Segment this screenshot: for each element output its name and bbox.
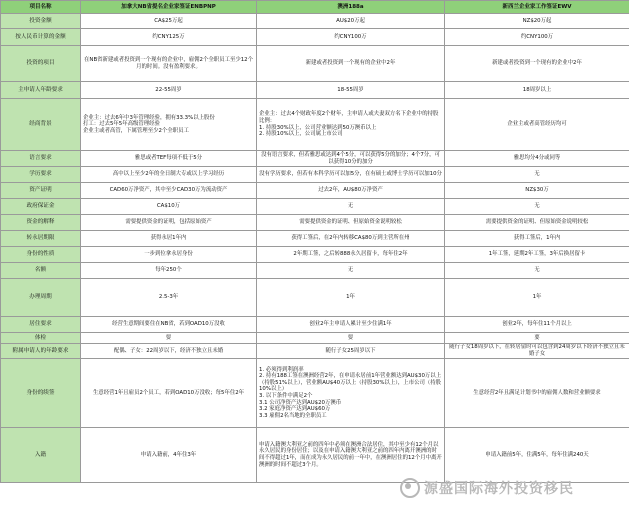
table-cell: 没有学历要求，但若有本科学历可以加5分，在有硕士或博士学历可以加10分 xyxy=(257,167,445,183)
row-label: 学历要求 xyxy=(1,167,81,183)
table-cell: 约CNY125万 xyxy=(81,29,257,46)
table-row xyxy=(1,14,629,29)
row-label: 投资的项目 xyxy=(1,46,81,82)
row-label: 附属申请人的年龄要求 xyxy=(1,344,81,359)
table-row xyxy=(1,317,629,333)
table-cell: 2.5-3年 xyxy=(81,279,257,317)
table-cell: 1. 必须得到利润率 2. 持有188工签在澳洲经营2年，在申请永居前1年营业额达到AU$30万以上（持股51%以上），营业额AU$40万以上（持股30%以上），上市公司（持股10%以上） 3. 以下条件中满足2个 3.1 公司净资产达到AU$20万澳币 3.2 家庭净资产达到AU$60万 3.3 雇佣2名当地的全职员工 xyxy=(257,359,445,428)
table-row xyxy=(1,247,629,263)
table-cell: 申请入籍前，4年住3年 xyxy=(81,428,257,483)
table-row xyxy=(1,199,629,215)
table-row xyxy=(1,167,629,183)
header-cell: 澳洲188a xyxy=(257,1,445,14)
table-row xyxy=(1,29,629,46)
table-cell: 经营生意期间要住在NB省，若到OAD10万没收 xyxy=(81,317,257,333)
table-cell: CA$25万起 xyxy=(81,14,257,29)
table-cell: 雅思或者TEF每项不低于5分 xyxy=(81,151,257,167)
row-label: 名额 xyxy=(1,263,81,279)
table-cell: 配偶、子女：22周岁以下，经济不独立且未婚 xyxy=(81,344,257,359)
table-row xyxy=(1,279,629,317)
row-label: 主申请人年龄要求 xyxy=(1,82,81,99)
table-cell: 每年250个 xyxy=(81,263,257,279)
table-cell: 一步到位拿永居身份 xyxy=(81,247,257,263)
table-row xyxy=(1,82,629,99)
header-cell: 新西兰企业家工作签证EWV xyxy=(445,1,629,14)
row-label: 身份的续签 xyxy=(1,359,81,428)
table-cell: 随行子女18周岁以下，在转居留时可以包含到24周岁以下经济不独立且未婚子女 xyxy=(445,344,629,359)
table-cell: 1年 xyxy=(445,279,629,317)
table-cell: NZ$30万 xyxy=(445,183,629,199)
table-cell: 要 xyxy=(257,333,445,344)
table-header-row xyxy=(1,1,629,14)
table-cell: 需要提供资金的证明，包括原始资产 xyxy=(81,215,257,231)
row-label: 入籍 xyxy=(1,428,81,483)
row-label: 经商背景 xyxy=(1,99,81,151)
row-label: 转永居期限 xyxy=(1,231,81,247)
table-cell: 无 xyxy=(445,199,629,215)
table-row xyxy=(1,344,629,359)
table-cell: 企业主：过去6年中3年管理经验，拥有33.3%以上股份 打工：过去5年5年高级管理经验 企业主或者高管，下属管理至少2个全职员工 xyxy=(81,99,257,151)
table-cell: 约CNY100万 xyxy=(257,29,445,46)
row-label: 资产证明 xyxy=(1,183,81,199)
table-cell: 高中以上至少2年的全日制大专或以上学习经历 xyxy=(81,167,257,183)
table-cell: 需要提供资金的证明、但原始资金说明较松 xyxy=(257,215,445,231)
table-cell: 无 xyxy=(445,263,629,279)
table-cell: 企业主：过去4个财政年度2个财年，主申请人或夫妻双方名下企业中的持股比例： 1. 持股30%以上，公司营业额达到50万澳币以上 2. 持股10%以上，公司属上市公司 xyxy=(257,99,445,151)
header-cell: 加拿大NB省提名企业家签证ENBPNP xyxy=(81,1,257,14)
row-label: 居住要求 xyxy=(1,317,81,333)
table-cell: 18-55周岁 xyxy=(257,82,445,99)
row-label: 资金的解释 xyxy=(1,215,81,231)
row-label: 语言要求 xyxy=(1,151,81,167)
table-cell: 随行子女25周岁以下 xyxy=(257,344,445,359)
table-cell: 18周岁以上 xyxy=(445,82,629,99)
table-row xyxy=(1,183,629,199)
table-row xyxy=(1,215,629,231)
table-cell: 新建或者投资到一个现有的企业中2年 xyxy=(257,46,445,82)
table-cell: 2年期工签，之后转888永久居留卡，每年住2年 xyxy=(257,247,445,263)
table-cell: 在NB省新建或者投资到一个现有的企业中，雇佣2个全职员工至少12个月的时间。没有盈利要求。 xyxy=(81,46,257,82)
table-cell: 约CNY100万 xyxy=(445,29,629,46)
table-cell: 无 xyxy=(257,263,445,279)
row-label: 办理周期 xyxy=(1,279,81,317)
table-row xyxy=(1,231,629,247)
table-cell: 过去2年，AU$80万净资产 xyxy=(257,183,445,199)
header-cell: 项目名称 xyxy=(1,1,81,14)
table-cell: 生意经营2年且满足计划书中的雇佣人数和营业额要求 xyxy=(445,359,629,428)
table-cell: 无 xyxy=(257,199,445,215)
table-cell: CA$10万 xyxy=(81,199,257,215)
table-row xyxy=(1,359,629,428)
table-cell: 创业2年主申请人累计至少住满1年 xyxy=(257,317,445,333)
table-cell: 申请入籍澳大利亚之前的四年中必须在澳洲合法居住，其中至少有12个月以永久居民的身份居住；以及在申请入籍澳大利亚之前的四年内离开澳洲的时间不得超过1年，而在成为永久居民的前一年中，在澳洲居住的12个月中离开澳洲的时间不超过3个月。 xyxy=(257,428,445,483)
table-cell: 获得永居1年内 xyxy=(81,231,257,247)
table-row xyxy=(1,46,629,82)
row-label: 投资金额 xyxy=(1,14,81,29)
table-cell: 创业2年，每年住11个月以上 xyxy=(445,317,629,333)
table-cell: 要 xyxy=(81,333,257,344)
row-label: 政府保证金 xyxy=(1,199,81,215)
table-cell: 生意经营1年且雇员2个员工，若到OAD10万没收；每5年住2年 xyxy=(81,359,257,428)
watermark-text: 源盛国际海外投资移民 xyxy=(424,481,574,497)
table-cell: 企业主或者高管经历均可 xyxy=(445,99,629,151)
table-row xyxy=(1,428,629,483)
table-row xyxy=(1,263,629,279)
table-cell: 申请入籍前5年，住满5年，每年住满240天 xyxy=(445,428,629,483)
table-cell: AU$20万起 xyxy=(257,14,445,29)
table-cell: 1年 xyxy=(257,279,445,317)
table-row xyxy=(1,151,629,167)
row-label: 身份的性质 xyxy=(1,247,81,263)
table-cell: NZ$20万起 xyxy=(445,14,629,29)
table-cell: 无 xyxy=(445,167,629,183)
table-cell: CAD60万净资产，其中至少CAD30万为流动资产 xyxy=(81,183,257,199)
row-label: 体检 xyxy=(1,333,81,344)
table-row xyxy=(1,99,629,151)
table-row xyxy=(1,333,629,344)
table-cell: 22-55周岁 xyxy=(81,82,257,99)
table-cell: 没有语言要求，但若雅思或达到4个5分，可以获得5分的加分；4个7分，可以获得10分的加分 xyxy=(257,151,445,167)
table-cell: 要 xyxy=(445,333,629,344)
table-cell: 需要提供资金的证明、但原始资金说明较松 xyxy=(445,215,629,231)
table-cell: 获得工签后，1年内 xyxy=(445,231,629,247)
table-cell: 雅思均分4分或同等 xyxy=(445,151,629,167)
table-cell: 新建或者投资到一个现有的企业中2年 xyxy=(445,46,629,82)
table-cell: 获得工签后，在2年内转移CA$80万到主营所在州 xyxy=(257,231,445,247)
row-label: 按人民币计算的金额 xyxy=(1,29,81,46)
table-cell: 1年工签，延期2年工签，3年后换居留卡 xyxy=(445,247,629,263)
